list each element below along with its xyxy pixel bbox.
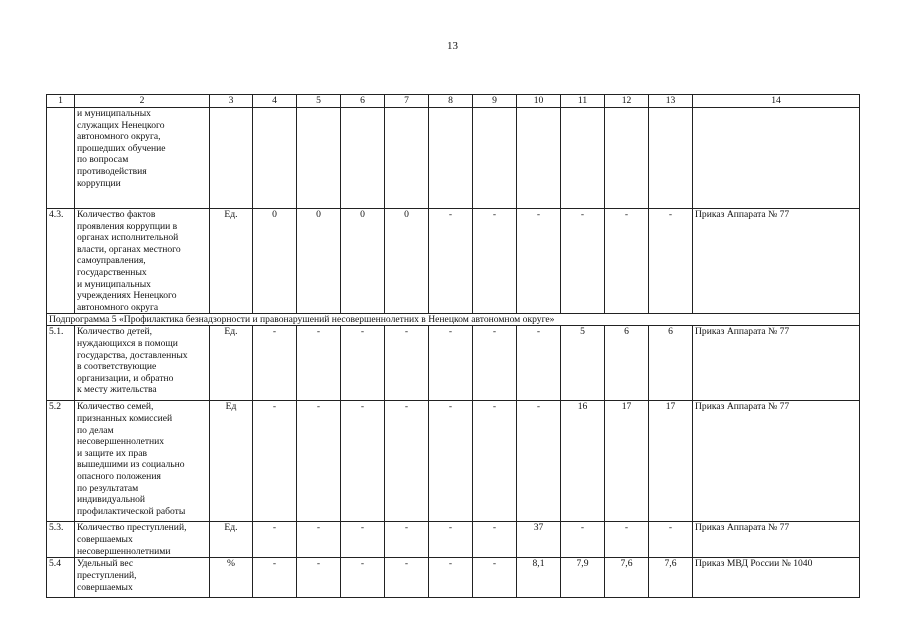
cell-unit: Ед. [210, 209, 253, 314]
column-header-13: 13 [649, 95, 693, 108]
subprogram-row [47, 314, 860, 326]
cell-v8: - [429, 209, 473, 314]
cell-indicator-name [75, 522, 210, 558]
name-line: государства, доставленных [77, 349, 188, 361]
cell-v10: 8,1 [517, 558, 561, 598]
cell-v9: - [473, 522, 517, 558]
cell-v9: - [473, 326, 517, 401]
cell-v12: 6 [605, 326, 649, 401]
cell-v10: - [517, 326, 561, 401]
cell-v12: - [605, 522, 649, 558]
name-line: и защите их прав [77, 447, 147, 459]
cell-v8: - [429, 558, 473, 598]
cell-basis: Приказ Аппарата № 77 [693, 209, 860, 314]
name-line: учреждениях Ненецкого [77, 290, 177, 302]
name-line: служащих Ненецкого [77, 119, 165, 131]
cell-num [47, 108, 75, 209]
name-line: Количество преступлений, [77, 522, 187, 534]
cell-v6: - [341, 326, 385, 401]
name-line: совершаемых [77, 533, 133, 545]
cell-v7: - [385, 522, 429, 558]
column-header-4: 4 [253, 95, 297, 108]
cell-v13: 6 [649, 326, 693, 401]
cell-indicator-name [75, 209, 210, 314]
cell-unit: Ед. [210, 326, 253, 401]
column-header-6: 6 [341, 95, 385, 108]
cell-v13: - [649, 209, 693, 314]
cell-v11: 7,9 [561, 558, 605, 598]
table-row [47, 326, 860, 401]
column-header-12: 12 [605, 95, 649, 108]
name-line: в соответствующие [77, 361, 157, 373]
table-row [47, 209, 860, 314]
name-line: признанных комиссией [77, 412, 173, 424]
cell-v13: - [649, 522, 693, 558]
cell-v11: - [561, 209, 605, 314]
name-line: по результатам [77, 482, 139, 494]
cell-v5: - [297, 522, 341, 558]
cell-v8: - [429, 522, 473, 558]
cell-indicator-name [75, 326, 210, 401]
name-line: власти, органах местного [77, 243, 181, 255]
name-line: Удельный вес [77, 558, 134, 570]
subprogram-title: Подпрограмма 5 «Профилактика безнадзорности и правонарушений несовершеннолетних в Ненецком автономном округе» [47, 314, 860, 326]
name-line: самоуправления, [77, 255, 146, 267]
cell-v6: - [341, 558, 385, 598]
column-header-7: 7 [385, 95, 429, 108]
name-line: несовершеннолетних [77, 436, 165, 448]
name-line: прошедших обучение [77, 142, 166, 154]
cell-indicator-name [75, 401, 210, 522]
cell-v12: 7,6 [605, 558, 649, 598]
cell-v7: - [385, 326, 429, 401]
column-header-5: 5 [297, 95, 341, 108]
table-row [47, 558, 860, 598]
cell-v8: - [429, 401, 473, 522]
cell-v4: - [253, 401, 297, 522]
name-line: несовершеннолетними [77, 545, 171, 557]
name-line: по вопросам [77, 154, 129, 166]
cell-v6: - [341, 401, 385, 522]
column-number-row [47, 95, 860, 108]
name-line: автономного округа [77, 301, 159, 313]
cell-v4: 0 [253, 209, 297, 314]
cell-v9: - [473, 401, 517, 522]
cell-v7: - [385, 401, 429, 522]
name-line: индивидуальной [77, 494, 146, 506]
cell-unit: Ед. [210, 522, 253, 558]
cell-basis: Приказ МВД России № 1040 [693, 558, 860, 598]
column-header-14: 14 [693, 95, 860, 108]
page-number: 13 [447, 40, 458, 52]
cell-v5: 0 [297, 209, 341, 314]
cell-v4: - [253, 522, 297, 558]
cell-v9: - [473, 209, 517, 314]
name-line: и муниципальных [77, 278, 151, 290]
name-line: проявления коррупции в [77, 220, 178, 232]
cell-v12: - [605, 209, 649, 314]
cell-basis: Приказ Аппарата № 77 [693, 326, 860, 401]
name-line: совершаемых [77, 581, 133, 593]
cell-v6: 0 [341, 209, 385, 314]
cell-unit: Ед [210, 401, 253, 522]
cell-v5: - [297, 326, 341, 401]
cell-indicator-name [75, 108, 210, 209]
name-line: Количество детей, [77, 326, 153, 338]
cell-basis: Приказ Аппарата № 77 [693, 401, 860, 522]
name-line: нуждающихся в помощи [77, 337, 178, 349]
name-line: государственных [77, 266, 147, 278]
cell-v4: - [253, 558, 297, 598]
cell-v8: - [429, 326, 473, 401]
table-row-continued [47, 108, 860, 209]
name-line: органах исполнительной [77, 232, 179, 244]
column-header-9: 9 [473, 95, 517, 108]
cell-num: 4.3. [47, 209, 75, 314]
cell-v10: 37 [517, 522, 561, 558]
cell-v13: 17 [649, 401, 693, 522]
cell-num: 5.1. [47, 326, 75, 401]
column-header-10: 10 [517, 95, 561, 108]
name-line: организации, и обратно [77, 372, 174, 384]
cell-num: 5.4 [47, 558, 75, 598]
name-line: преступлений, [77, 569, 137, 581]
cell-num: 5.2 [47, 401, 75, 522]
cell-v10: - [517, 209, 561, 314]
cell-v12: 17 [605, 401, 649, 522]
cell-v5: - [297, 401, 341, 522]
cell-indicator-name [75, 558, 210, 598]
table-row [47, 401, 860, 522]
cell-basis: Приказ Аппарата № 77 [693, 522, 860, 558]
column-header-11: 11 [561, 95, 605, 108]
cell-unit: % [210, 558, 253, 598]
name-line: Количество семей, [77, 401, 154, 413]
cell-v11: - [561, 522, 605, 558]
cell-v6: - [341, 522, 385, 558]
cell-v13: 7,6 [649, 558, 693, 598]
name-line: вышедшими из социально [77, 459, 185, 471]
column-header-8: 8 [429, 95, 473, 108]
cell-v11: 16 [561, 401, 605, 522]
cell-num: 5.3. [47, 522, 75, 558]
column-header-1: 1 [47, 95, 75, 108]
name-line: коррупции [77, 177, 121, 189]
cell-v7: 0 [385, 209, 429, 314]
cell-v4: - [253, 326, 297, 401]
table-row [47, 522, 860, 558]
cell-v7: - [385, 558, 429, 598]
name-line: опасного положения [77, 470, 161, 482]
column-header-2: 2 [75, 95, 210, 108]
name-line: профилактической работы [77, 505, 186, 517]
name-line: автономного округа, [77, 131, 161, 143]
indicators-table [46, 94, 860, 598]
name-line: и муниципальных [77, 108, 151, 119]
cell-v9: - [473, 558, 517, 598]
column-header-3: 3 [210, 95, 253, 108]
name-line: по делам [77, 424, 114, 436]
cell-v11: 5 [561, 326, 605, 401]
name-line: противодействия [77, 165, 147, 177]
name-line: Количество фактов [77, 209, 156, 220]
cell-v10: - [517, 401, 561, 522]
cell-v5: - [297, 558, 341, 598]
name-line: к месту жительства [77, 384, 157, 396]
